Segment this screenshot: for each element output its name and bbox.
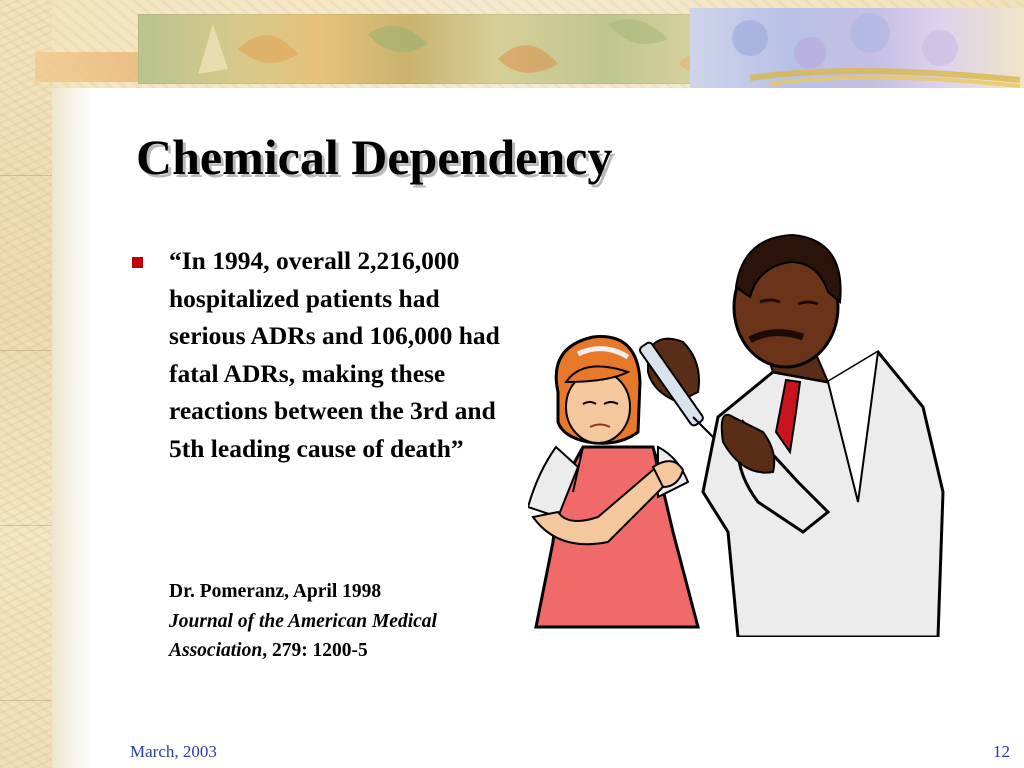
citation-volume: , 279: 1200-5 — [262, 640, 368, 661]
slide-page-number: 12 — [993, 742, 1010, 761]
flower-pattern — [690, 8, 1024, 88]
citation-author: Dr. Pomeranz, April 1998 — [169, 581, 382, 602]
bullet-square-icon — [132, 257, 143, 268]
decorative-flower-banner — [690, 8, 1024, 88]
content-shadow — [52, 88, 92, 768]
citation-journal: Journal of the American Medical Association — [169, 610, 437, 661]
footer-date: March, 2003 — [130, 742, 217, 761]
doctor-injection-illustration — [528, 232, 948, 637]
decorative-leaf-banner — [138, 14, 738, 84]
decorative-banner-left — [35, 52, 145, 82]
border-seam — [0, 525, 52, 526]
border-seam — [0, 700, 52, 701]
parchment-left-border — [0, 0, 52, 768]
border-seam — [0, 350, 52, 351]
bullet-quote-text: “In 1994, overall 2,216,000 hospitalized patients had serious ADRs and 106,000 had fatal ADRs, making these reactions between the 3rd and 5th leading cause of death” — [169, 246, 500, 463]
slide-title: Chemical Dependency — [136, 129, 613, 185]
border-seam — [0, 175, 52, 176]
leaf-pattern — [138, 14, 738, 84]
citation — [169, 577, 529, 666]
